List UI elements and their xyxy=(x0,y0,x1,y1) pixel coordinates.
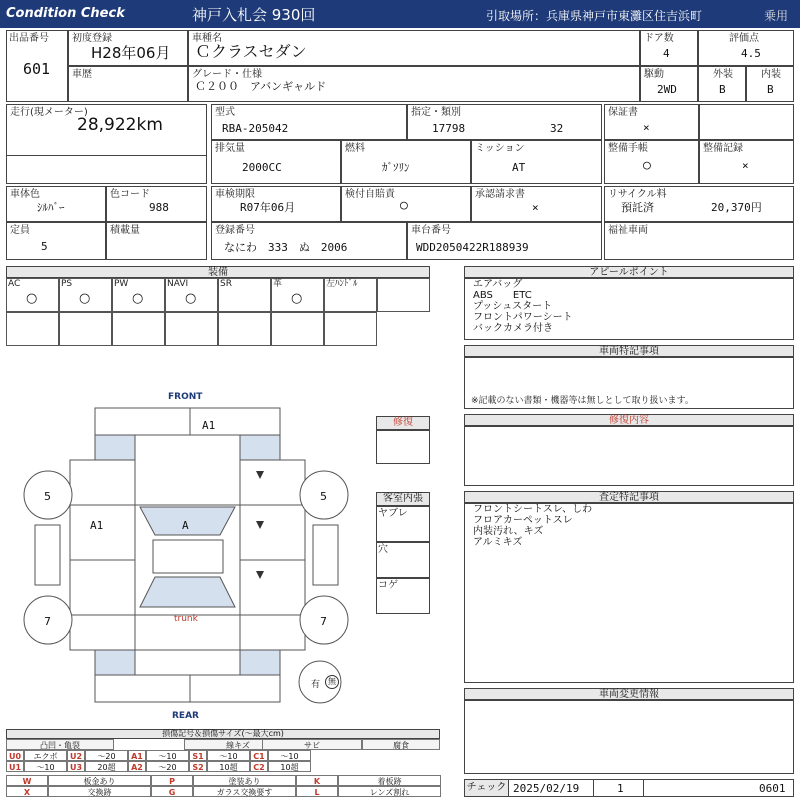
cabin-item: 穴 xyxy=(378,544,388,555)
inspector-title: 査定特記事項 xyxy=(464,491,794,503)
equipment-value: ○ xyxy=(132,291,144,306)
mileage-label: 走行(現メーター) xyxy=(10,107,88,118)
inspector-item: アルミキズ xyxy=(473,537,523,548)
recycle-status: 預託済 xyxy=(621,201,654,214)
car-diagram xyxy=(20,405,360,710)
right-front-fender[interactable] xyxy=(240,460,305,505)
repair-detail-body xyxy=(464,426,794,486)
warranty-label: 保証書 xyxy=(608,107,638,118)
score-value: 4.5 xyxy=(741,47,761,60)
left-rear-door[interactable] xyxy=(70,560,135,615)
appeal-title: アピールポイント xyxy=(464,266,794,278)
doors-value: 4 xyxy=(663,47,670,60)
legend-code: S1 xyxy=(189,750,207,761)
cert-value-2: 32 xyxy=(550,122,564,135)
score-label: 評価点 xyxy=(729,33,759,44)
car-name-cell xyxy=(188,30,640,66)
legend-desc: 〜20 xyxy=(85,750,128,761)
color-cell xyxy=(6,186,106,222)
check-code: 0601 xyxy=(759,782,786,795)
rear-right-corner[interactable] xyxy=(240,650,280,675)
cabin-title: 客室内張 xyxy=(376,492,430,506)
tire-fr-depth: 5 xyxy=(320,490,327,503)
mileage-divider xyxy=(7,155,206,156)
legend-code: P xyxy=(151,775,193,786)
roof-panel[interactable] xyxy=(153,540,223,573)
rear-bumper[interactable] xyxy=(95,675,280,702)
repair-box-title: 修復 xyxy=(376,416,430,430)
rear-window[interactable] xyxy=(140,577,235,607)
appeal-item: プッシュスタート xyxy=(473,301,553,312)
left-door-damage: A1 xyxy=(90,519,104,532)
legend-col-head: 凸凹・亀裂 xyxy=(6,739,114,750)
windshield-damage: A xyxy=(182,519,189,532)
displacement-value: 2000CC xyxy=(242,161,282,174)
legend-desc: 交換跡 xyxy=(48,786,151,797)
equipment-blank-cell xyxy=(112,312,165,346)
legend-col-head: 腐食 xyxy=(362,739,440,750)
equipment-blank-cell xyxy=(6,312,59,346)
legend-code: W xyxy=(6,775,48,786)
equipment-blank-cell xyxy=(165,312,218,346)
drive-value: 2WD xyxy=(657,83,677,96)
left-side-step[interactable] xyxy=(35,525,60,585)
cabin-item: コゲ xyxy=(378,580,398,591)
cabin-item: ヤブレ xyxy=(378,508,408,519)
check-count: 1 xyxy=(617,782,624,795)
first-reg-cell xyxy=(68,30,188,66)
mission-label: ミッション xyxy=(475,143,525,154)
legend-code: A1 xyxy=(128,750,146,761)
equipment-title: 装備 xyxy=(6,266,430,278)
spare-mark: 無 xyxy=(325,675,339,689)
legend-desc: 〜10 xyxy=(268,750,311,761)
right-front-door[interactable] xyxy=(240,505,305,560)
equipment-blank-cell xyxy=(324,312,377,346)
mileage-cell xyxy=(6,104,207,184)
equipment-value: ○ xyxy=(79,291,91,306)
check-divider-2 xyxy=(643,780,644,796)
grade-label: グレード・仕様 xyxy=(192,69,262,80)
changes-body xyxy=(464,700,794,774)
interior-cell xyxy=(746,66,794,102)
right-quarter-panel[interactable] xyxy=(240,615,305,650)
maint-rec-label: 整備記録 xyxy=(703,143,743,154)
cert-value-1: 17798 xyxy=(432,122,466,135)
rear-label: REAR xyxy=(172,711,199,721)
inspection-cell xyxy=(211,186,341,222)
right-rear-door[interactable] xyxy=(240,560,305,615)
doors-cell xyxy=(640,30,698,66)
special-body xyxy=(464,357,794,409)
mission-value: AT xyxy=(512,161,526,174)
spare-present: 有 xyxy=(311,680,321,690)
cert-cell xyxy=(407,104,602,140)
interior-label: 内装 xyxy=(761,69,781,80)
recycle-fee: 20,370円 xyxy=(711,201,762,214)
legend-code: U3 xyxy=(67,761,85,772)
legend-desc: 20超 xyxy=(85,761,128,772)
hood[interactable] xyxy=(135,435,240,505)
chassis-cell xyxy=(407,222,602,260)
doors-label: ドア数 xyxy=(644,33,674,44)
legend-code: K xyxy=(296,775,338,786)
legend-code: L xyxy=(296,786,338,797)
maint-book-cell xyxy=(604,140,699,184)
lot-label: 出品番号 xyxy=(9,33,49,44)
mileage-value: 28,922km xyxy=(77,115,163,135)
color-label: 車体色 xyxy=(10,189,40,200)
capacity-label: 定員 xyxy=(10,225,30,236)
grade-cell xyxy=(188,66,640,102)
maint-book-label: 整備手帳 xyxy=(608,143,648,154)
right-side-step[interactable] xyxy=(313,525,338,585)
legend-code: X xyxy=(6,786,48,797)
recycle-label: リサイクル料 xyxy=(608,189,667,200)
equipment-label: PW xyxy=(114,279,129,289)
legend-col-head: 線キズ xyxy=(184,739,292,750)
capacity-cell xyxy=(6,222,106,260)
legend-desc: レンズ割れ xyxy=(338,786,441,797)
legend-code: C2 xyxy=(250,761,268,772)
repair-detail-title: 修復内容 xyxy=(464,414,794,426)
chassis-label: 車台番号 xyxy=(411,225,451,236)
front-right-corner[interactable] xyxy=(240,435,280,460)
color-value: ｼﾙﾊﾞｰ xyxy=(37,201,65,214)
rear-panel[interactable] xyxy=(135,650,240,675)
inspector-list xyxy=(473,504,592,548)
legend-code: U1 xyxy=(6,761,24,772)
equipment-label: NAVI xyxy=(167,279,189,289)
displacement-cell xyxy=(211,140,341,184)
legend-desc: 〜10 xyxy=(24,761,67,772)
special-note: ※記載のない書類・機器等は無しとして取り扱います。 xyxy=(471,396,694,406)
mission-cell xyxy=(471,140,602,184)
drive-cell xyxy=(640,66,698,102)
legend-code: S2 xyxy=(189,761,207,772)
color-code-value: 988 xyxy=(149,201,169,214)
exterior-cell xyxy=(698,66,746,102)
legend-col-head: サビ xyxy=(262,739,362,750)
legend-desc: 10超 xyxy=(268,761,311,772)
tire-rl-depth: 7 xyxy=(44,615,51,628)
chassis-value: WDD2050422R188939 xyxy=(416,241,529,254)
legend-title: 損傷記号＆損傷サイズ(〜最大cm) xyxy=(6,729,440,739)
inspection-value: R07年06月 xyxy=(240,201,296,214)
equipment-label: 革 xyxy=(273,279,283,289)
interior-value: B xyxy=(767,83,774,96)
docs-label: 検付自賠責 xyxy=(345,189,395,200)
legend-code: U0 xyxy=(6,750,24,761)
check-row xyxy=(464,779,794,797)
maint-rec-value: × xyxy=(742,159,749,172)
model-value: RBA-205042 xyxy=(222,122,289,135)
fuel-label: 燃料 xyxy=(345,143,365,154)
equipment-value: ○ xyxy=(26,291,38,306)
equipment-blank-cell xyxy=(271,312,324,346)
inspector-item: 内装汚れ、キズ xyxy=(473,526,544,537)
welfare-cell xyxy=(604,222,794,260)
trunk-label: trunk xyxy=(174,614,198,624)
maint-rec-cell xyxy=(699,140,794,184)
appeal-item: バックカメラ付き xyxy=(473,323,553,334)
left-front-door[interactable] xyxy=(70,505,135,560)
legend-desc: エクボ xyxy=(24,750,67,761)
approval-cell xyxy=(471,186,602,222)
legend-desc: ガラス交換要す xyxy=(193,786,296,797)
special-title: 車両特記事項 xyxy=(464,345,794,357)
inspector-item: フロアカーペットスレ xyxy=(473,515,573,526)
changes-title: 車両変更情報 xyxy=(464,688,794,700)
legend-code: C1 xyxy=(250,750,268,761)
lot-cell xyxy=(6,30,68,102)
reg-no-value: なにわ 333 ぬ 2006 xyxy=(224,241,348,254)
load-label: 積載量 xyxy=(110,225,140,236)
equipment-blank-cell xyxy=(218,312,271,346)
appeal-list xyxy=(473,279,573,334)
inspection-label: 車検期限 xyxy=(215,189,255,200)
legend-desc: 〜10 xyxy=(207,750,250,761)
equipment-cell xyxy=(377,278,430,312)
exterior-value: B xyxy=(719,83,726,96)
equipment-blank-cell xyxy=(59,312,112,346)
history-cell xyxy=(68,66,188,102)
equipment-label: 左ﾊﾝﾄﾞﾙ xyxy=(326,279,358,289)
capacity-value: 5 xyxy=(41,240,48,253)
warranty-value: × xyxy=(643,121,650,134)
front-left-corner[interactable] xyxy=(95,435,135,460)
equipment-label: SR xyxy=(220,279,232,289)
appeal-body xyxy=(464,278,794,340)
appeal-item: ABS ETC xyxy=(473,290,532,301)
reg-no-label: 登録番号 xyxy=(215,225,255,236)
legend-desc: 〜20 xyxy=(146,761,189,772)
exterior-label: 外装 xyxy=(713,69,733,80)
auction-name: 神戸入札会 930回 xyxy=(192,6,316,24)
equipment-value: ○ xyxy=(185,291,197,306)
legend-desc: 板金あり xyxy=(48,775,151,786)
legend-desc: 着板跡 xyxy=(338,775,441,786)
check-date: 2025/02/19 xyxy=(513,782,580,795)
repair-box-body xyxy=(376,430,430,464)
pickup-location: 引取場所：兵庫県神戸市東灘区住吉浜町 xyxy=(486,9,703,23)
grade-value: Ｃ２００ アバンギャルド xyxy=(195,80,327,93)
car-name-value: Ｃクラスセダン xyxy=(195,42,307,61)
legend-code: U2 xyxy=(67,750,85,761)
maint-book-value: ○ xyxy=(643,158,651,173)
left-front-fender[interactable] xyxy=(70,460,135,505)
model-cell xyxy=(211,104,407,140)
model-label: 型式 xyxy=(215,107,235,118)
front-label: FRONT xyxy=(168,392,203,402)
rear-left-corner[interactable] xyxy=(95,650,135,675)
legend-code: G xyxy=(151,786,193,797)
check-label: チェック xyxy=(465,780,509,796)
header-bar xyxy=(0,0,800,28)
displacement-label: 排気量 xyxy=(215,143,245,154)
approval-label: 承認請求書 xyxy=(475,189,525,200)
color-code-cell xyxy=(106,186,207,222)
approval-value: × xyxy=(532,201,539,214)
equipment-value: ○ xyxy=(291,291,303,306)
legend-desc: 〜10 xyxy=(146,750,189,761)
legend-desc: 塗装あり xyxy=(193,775,296,786)
lot-number: 601 xyxy=(23,60,51,78)
equipment-label: AC xyxy=(8,279,21,289)
fuel-cell xyxy=(341,140,471,184)
load-cell xyxy=(106,222,207,260)
tire-rr-depth: 7 xyxy=(320,615,327,628)
history-label: 車歴 xyxy=(72,69,92,80)
fuel-value: ｶﾞｿﾘﾝ xyxy=(382,161,410,174)
cert-label: 指定・類別 xyxy=(411,107,461,118)
inspector-item: フロントシートスレ、しわ xyxy=(473,504,593,515)
docs-cell xyxy=(341,186,471,222)
welfare-label: 福祉車両 xyxy=(608,225,648,236)
inspector-body xyxy=(464,503,794,683)
tire-fl-depth: 5 xyxy=(44,490,51,503)
sheet-title: Condition Check xyxy=(6,6,125,21)
appeal-item: フロントパワーシート xyxy=(473,312,573,323)
color-code-label: 色コード xyxy=(110,189,150,200)
drive-label: 駆動 xyxy=(644,69,664,80)
legend-desc: 10超 xyxy=(207,761,250,772)
check-divider-1 xyxy=(593,780,594,796)
legend-code: A2 xyxy=(128,761,146,772)
score-cell xyxy=(698,30,794,66)
front-bumper-damage: A1 xyxy=(202,419,216,432)
category-label: 乗用 xyxy=(764,9,789,23)
front-bumper[interactable] xyxy=(95,408,280,435)
appeal-item: エアバッグ xyxy=(473,279,523,290)
reg-no-cell xyxy=(211,222,407,260)
first-reg-value: H28年06月 xyxy=(91,44,171,62)
equipment-label: PS xyxy=(61,279,73,289)
car-name-label: 車種名 xyxy=(192,33,222,44)
first-reg-label: 初度登録 xyxy=(72,33,112,44)
docs-value: ○ xyxy=(400,198,408,213)
warranty-blank xyxy=(699,104,794,140)
recycle-cell xyxy=(604,186,794,222)
left-quarter-panel[interactable] xyxy=(70,615,135,650)
warranty-cell xyxy=(604,104,699,140)
